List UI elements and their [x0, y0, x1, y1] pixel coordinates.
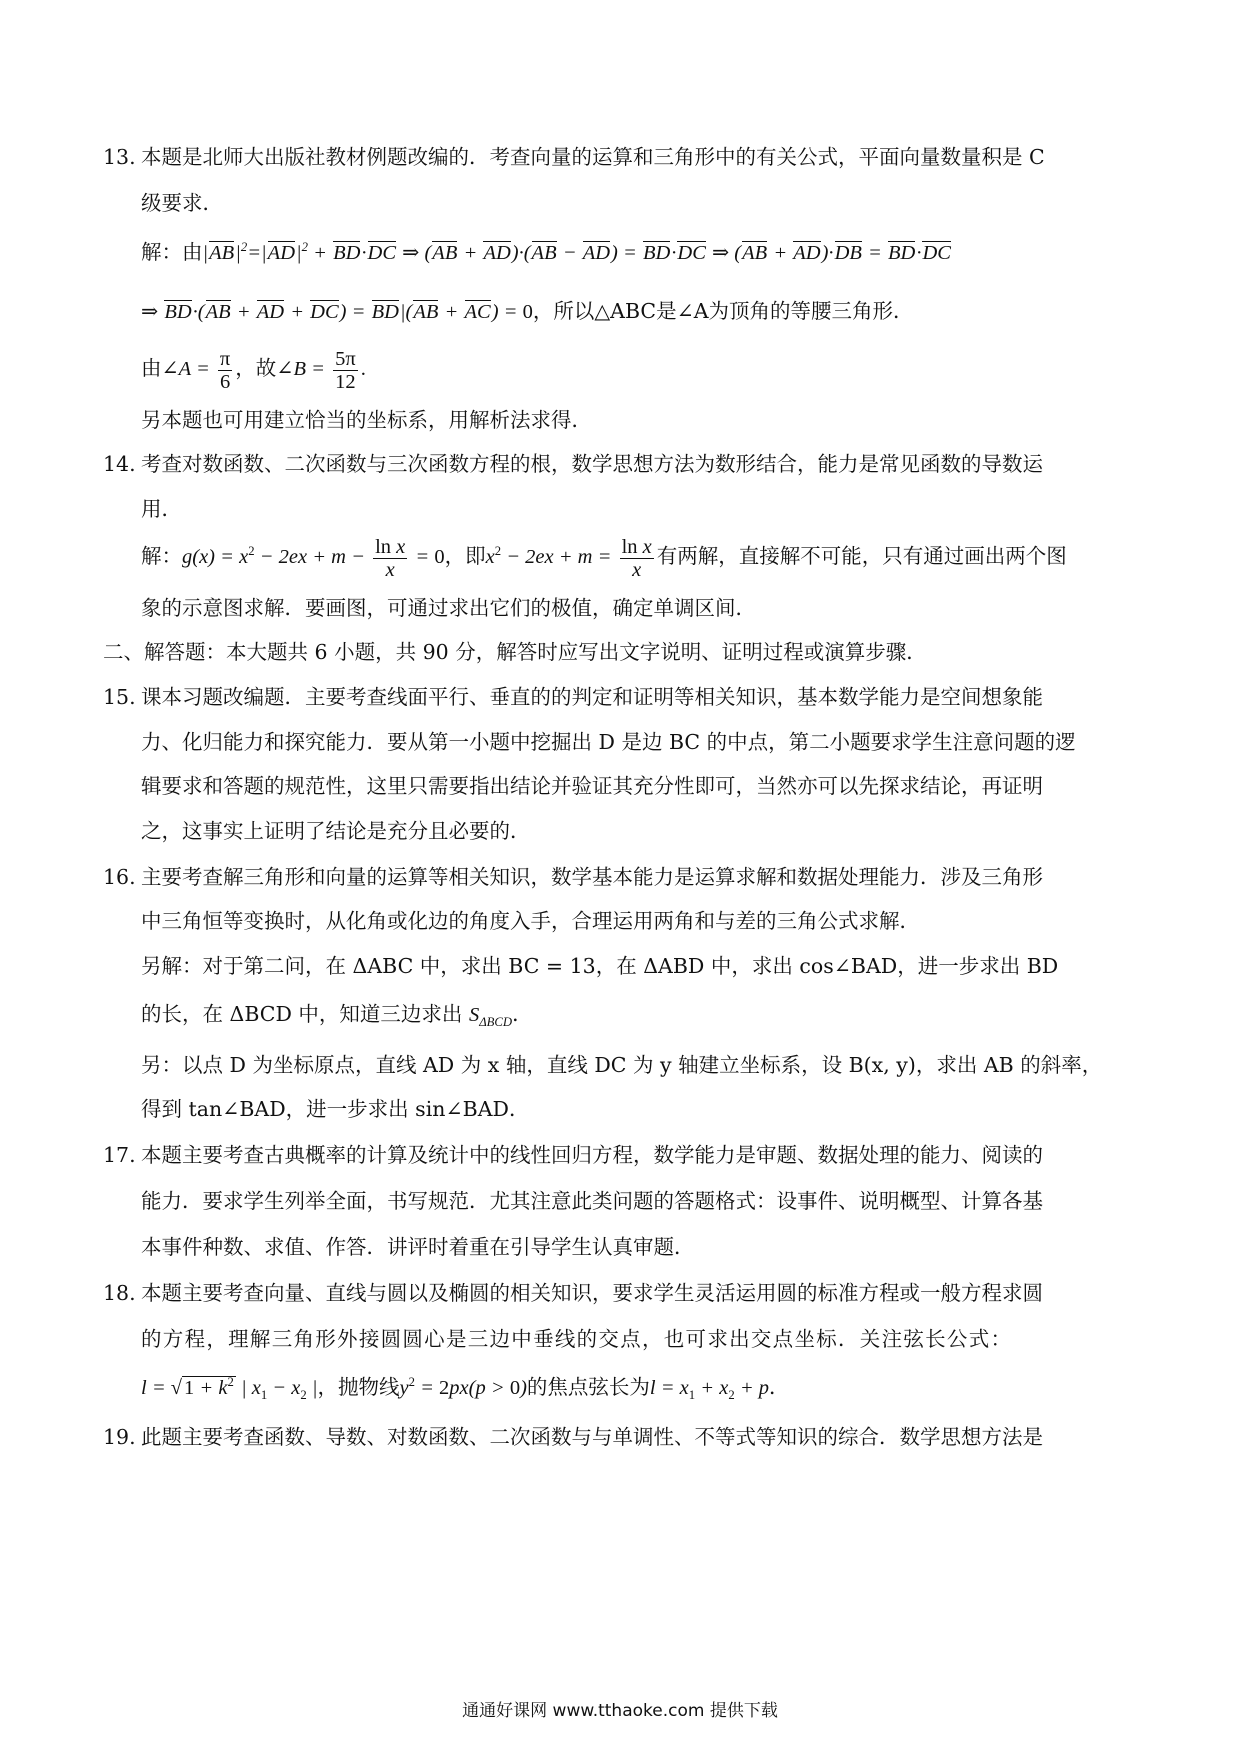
item-number-16: 16.: [103, 865, 136, 889]
item-18-line-3: $l = √1 + k^2$ | $x_1 - x_2$ |，抛物线$y^2 = 2px(p > 0)$的焦点弦长为$l = x_1 + x_2 + p$．: [141, 1375, 790, 1403]
formula-focal-chord: $l = x_1 + x_2 + p$: [649, 1377, 770, 1403]
item-13-solution-line-3: 由∠A = $\frac{\pi}{6}$ ，故∠B = $\frac{5\pi}{12}$ .: [141, 347, 366, 393]
item-number-17: 17.: [103, 1143, 136, 1167]
formula-area-bcd: $S_{\Delta BCD}$: [468, 1004, 513, 1030]
item-16-alt-line-3: 另：以点 D 为坐标原点，直线 AD 为 x 轴，直线 DC 为 y 轴建立坐标系，设 B(x, y)，求出 AB 的斜率，: [141, 1053, 1103, 1077]
item-14-line-2: 用．: [141, 497, 182, 521]
formula-angle-a: ∠A = $\frac{\pi}{6}$: [161, 347, 231, 393]
item-number-18: 18.: [103, 1281, 136, 1305]
formula-parabola: $y^2 = 2px(p > 0)$: [399, 1375, 527, 1399]
item-15-line-2: 力、化归能力和探究能力．要从第一小题中挖掘出 D 是边 BC 的中点，第二小题要求学生注意问题的逻: [141, 730, 1076, 754]
item-14-line-1: 考查对数函数、二次函数与三次函数方程的根，数学思想方法为数形结合，能力是常见函数的导数运: [141, 452, 1043, 476]
item-13-line-1: 本题是北师大出版社教材例题改编的．考查向量的运算和三角形中的有关公式，平面向量数量积是 C: [141, 145, 1045, 169]
item-16-alt-line-1: 另解：对于第二问，在 ΔABC 中，求出 BC = 13，在 ΔABD 中，求出 cos∠BAD，进一步求出 BD: [141, 954, 1059, 978]
formula-g-of-x: $g(x) = x^2 - 2ex + m$ − $\frac{\text{ln x}}{x}$ = 0: [182, 535, 445, 581]
section-heading: 二、解答题：本大题共 6 小题，共 90 分，解答时应写出文字说明、证明过程或演算步骤．: [103, 640, 927, 664]
item-16-line-1: 主要考查解三角形和向量的运算等相关知识，数学基本能力是运算求解和数据处理能力．涉及三角形: [141, 865, 1043, 889]
formula-vector-identity: $|AB|^2=|AD|^2 + BD\cdot DC$ ⇒ (AB + AD)·(AB − AD) = BD·DC ⇒ (AB + AD)·DB = BD·DC: [202, 240, 951, 264]
item-18-line-1: 本题主要考查向量、直线与圆以及椭圆的相关知识，要求学生灵活运用圆的标准方程或一般方程求圆: [141, 1281, 1043, 1305]
item-13-solution-line-2: ⇒ BD·(AB + AD + DC) = BD|(AB + AC) = 0，所以△ABC是∠A为顶角的等腰三角形．: [141, 299, 914, 323]
item-13-solution-line-1: 解：由$|AB|^2=|AD|^2 + BD\cdot DC$ ⇒ (AB + AD)·(AB − AD) = BD·DC ⇒ (AB + AD)·DB = BD·DC: [141, 240, 951, 264]
item-14-line-4: 象的示意图求解．要画图，可通过求出它们的极值，确定单调区间．: [141, 596, 756, 620]
formula-chord-length: $l = √1 + k^2$ | $x_1 - x_2$ |: [141, 1375, 318, 1403]
item-18-line-2: 的方程，理解三角形外接圆圆心是三边中垂线的交点，也可求出交点坐标．关注弦长公式：: [141, 1327, 1011, 1351]
item-17-line-1: 本题主要考查古典概率的计算及统计中的线性回归方程，数学能力是审题、数据处理的能力、阅读的: [141, 1143, 1043, 1167]
item-15-line-1: 课本习题改编题．主要考查线面平行、垂直的的判定和证明等相关知识，基本数学能力是空间想象能: [141, 685, 1043, 709]
formula-vector-sum: ⇒ BD·(AB + AD + DC) = BD|(AB + AC) = 0: [141, 301, 533, 323]
formula-angle-b: ∠B = $\frac{5\pi}{12}$: [276, 347, 356, 393]
item-15-line-3: 辑要求和答题的规范性，这里只需要指出结论并验证其充分性即可，当然亦可以先探求结论，再证明: [141, 774, 1043, 798]
item-number-15: 15.: [103, 685, 136, 709]
item-15-line-4: 之，这事实上证明了结论是充分且必要的．: [141, 819, 531, 843]
item-16-line-2: 中三角恒等变换时，从化角或化边的角度入手，合理运用两角和与差的三角公式求解．: [141, 909, 920, 933]
page-footer: 通通好课网 www.tthaoke.com 提供下载: [462, 1701, 778, 1721]
item-14-solution-line: 解：$g(x) = x^2 - 2ex + m$ − $\frac{\text{ln x}}{x}$ = 0，即$x^2 - 2ex + m$ = $\frac{\text{ln x}}{x}$ 有两解，直接解不可能，只有通过画出两个图: [141, 535, 1067, 581]
item-13-alt-method: 另本题也可用建立恰当的坐标系，用解析法求得．: [141, 408, 592, 432]
item-number-14: 14.: [103, 452, 136, 476]
item-17-line-3: 本事件种数、求值、作答．讲评时着重在引导学生认真审题．: [141, 1235, 695, 1259]
item-number-13: 13.: [103, 145, 136, 169]
item-13-line-2: 级要求．: [141, 191, 223, 215]
item-19-line-1: 此题主要考查函数、导数、对数函数、二次函数与与单调性、不等式等知识的综合．数学思想方法是: [141, 1425, 1043, 1449]
item-16-alt-line-2: 的长，在 ΔBCD 中，知道三边求出 $S_{\Delta BCD}$．: [141, 1002, 533, 1030]
item-16-alt-line-4: 得到 tan∠BAD，进一步求出 sin∠BAD．: [141, 1097, 530, 1121]
item-number-19: 19.: [103, 1425, 136, 1449]
item-17-line-2: 能力．要求学生列举全面，书写规范．尤其注意此类问题的答题格式：设事件、说明概型、计算各基: [141, 1189, 1043, 1213]
formula-equation: $x^2 - 2ex + m$ = $\frac{\text{ln x}}{x}$: [485, 535, 652, 581]
